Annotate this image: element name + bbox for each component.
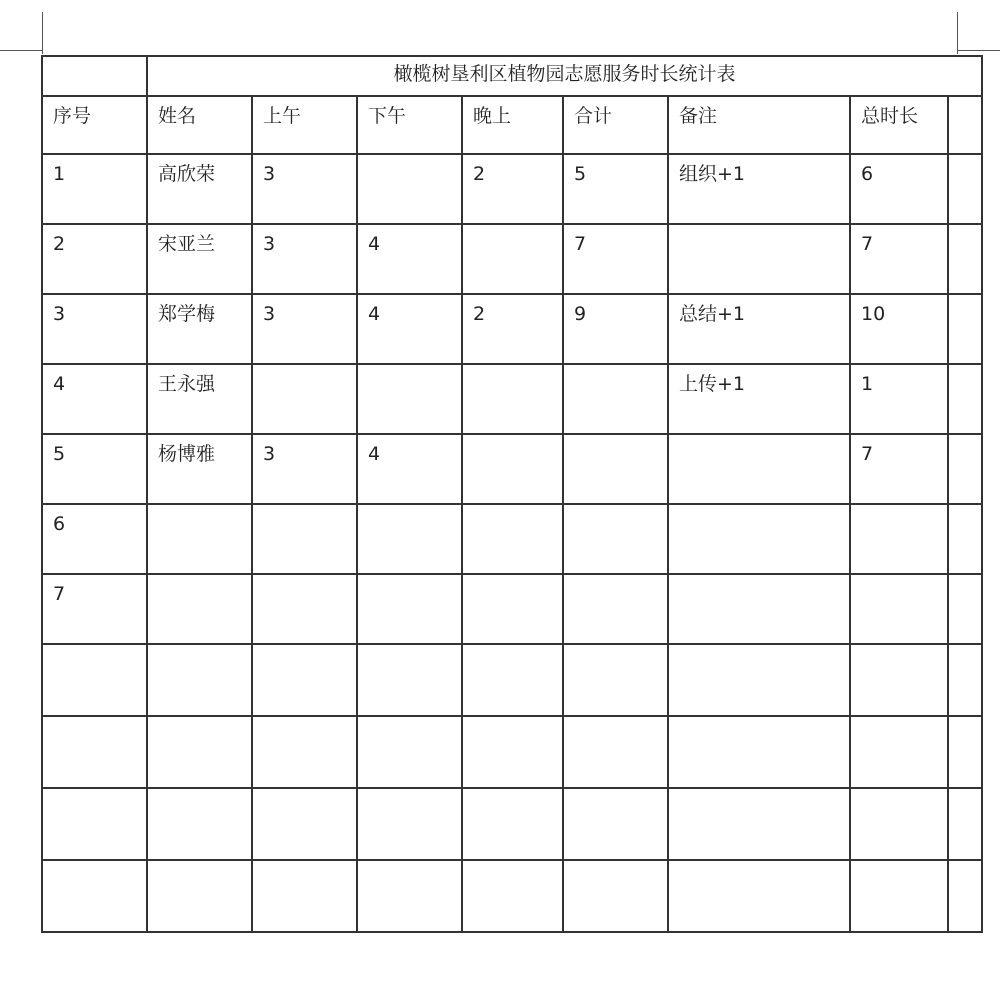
table-cell[interactable] xyxy=(948,364,982,434)
table-cell[interactable] xyxy=(948,434,982,504)
cell-note[interactable]: 上传+1 xyxy=(668,364,850,434)
cell-morning[interactable]: 3 xyxy=(252,224,357,294)
table-cell[interactable] xyxy=(563,716,668,788)
cell-total-hours[interactable] xyxy=(850,574,948,644)
table-cell[interactable] xyxy=(462,644,563,716)
table-row xyxy=(42,224,982,294)
table-cell[interactable] xyxy=(948,574,982,644)
cell-total-hours[interactable]: 6 xyxy=(850,154,948,224)
cell-index[interactable]: 5 xyxy=(42,434,147,504)
table-cell[interactable] xyxy=(147,644,252,716)
cell-subtotal[interactable] xyxy=(563,504,668,574)
table-cell[interactable] xyxy=(948,716,982,788)
cell-note[interactable] xyxy=(668,504,850,574)
table-row xyxy=(42,788,982,860)
table-cell[interactable] xyxy=(563,788,668,860)
cell-afternoon[interactable]: 4 xyxy=(357,434,462,504)
table-cell[interactable] xyxy=(563,860,668,932)
crop-mark-top-left-horizontal xyxy=(0,50,42,51)
cell-evening[interactable] xyxy=(462,364,563,434)
cell-morning[interactable] xyxy=(252,574,357,644)
table-cell[interactable] xyxy=(147,788,252,860)
table-cell[interactable] xyxy=(462,788,563,860)
cell-total-hours[interactable]: 1 xyxy=(850,364,948,434)
cell-morning[interactable]: 3 xyxy=(252,154,357,224)
table-cell[interactable] xyxy=(42,644,147,716)
table-cell[interactable] xyxy=(850,860,948,932)
table-cell[interactable] xyxy=(850,716,948,788)
table-cell[interactable] xyxy=(42,788,147,860)
table-row xyxy=(42,644,982,716)
column-header-name[interactable]: 姓名 xyxy=(147,96,252,154)
table-cell[interactable] xyxy=(462,860,563,932)
table-cell[interactable] xyxy=(668,644,850,716)
cell-name[interactable]: 王永强 xyxy=(147,364,252,434)
table-cell[interactable] xyxy=(668,788,850,860)
column-header-note[interactable]: 备注 xyxy=(668,96,850,154)
table-row xyxy=(42,860,982,932)
cell-afternoon[interactable]: 4 xyxy=(357,294,462,364)
column-header-afternoon[interactable]: 下午 xyxy=(357,96,462,154)
cell-subtotal[interactable] xyxy=(563,364,668,434)
crop-mark-top-right-horizontal xyxy=(958,50,1000,51)
cell-subtotal[interactable] xyxy=(563,574,668,644)
cell-name[interactable]: 郑学梅 xyxy=(147,294,252,364)
volunteer-hours-table xyxy=(41,55,983,933)
crop-mark-top-right-vertical xyxy=(957,12,958,54)
cell-evening[interactable]: 2 xyxy=(462,294,563,364)
column-header-total-hours[interactable]: 总时长 xyxy=(850,96,948,154)
cell-name[interactable]: 宋亚兰 xyxy=(147,224,252,294)
cell-note[interactable] xyxy=(668,434,850,504)
column-header-index[interactable]: 序号 xyxy=(42,96,147,154)
table-cell[interactable] xyxy=(948,96,982,154)
table-cell[interactable] xyxy=(668,716,850,788)
table-cell[interactable] xyxy=(42,56,147,96)
cell-afternoon[interactable] xyxy=(357,364,462,434)
cell-total-hours[interactable]: 7 xyxy=(850,224,948,294)
cell-total-hours[interactable]: 7 xyxy=(850,434,948,504)
crop-mark-top-left-vertical xyxy=(42,12,43,54)
table-cell[interactable] xyxy=(948,860,982,932)
table-cell[interactable] xyxy=(850,788,948,860)
cell-morning[interactable] xyxy=(252,504,357,574)
table-row xyxy=(42,434,982,504)
cell-index[interactable]: 6 xyxy=(42,504,147,574)
table-cell[interactable] xyxy=(357,716,462,788)
cell-evening[interactable] xyxy=(462,434,563,504)
table-title[interactable]: 橄榄树垦利区植物园志愿服务时长统计表 xyxy=(147,56,982,96)
cell-subtotal[interactable]: 5 xyxy=(563,154,668,224)
table-cell[interactable] xyxy=(252,716,357,788)
table-cell[interactable] xyxy=(850,644,948,716)
table-cell[interactable] xyxy=(357,860,462,932)
table-cell[interactable] xyxy=(948,154,982,224)
table-cell[interactable] xyxy=(948,294,982,364)
cell-evening[interactable] xyxy=(462,504,563,574)
cell-afternoon[interactable] xyxy=(357,574,462,644)
cell-index[interactable]: 1 xyxy=(42,154,147,224)
cell-index[interactable]: 4 xyxy=(42,364,147,434)
cell-evening[interactable]: 2 xyxy=(462,154,563,224)
title-row xyxy=(42,56,982,96)
cell-afternoon[interactable] xyxy=(357,154,462,224)
cell-subtotal[interactable] xyxy=(563,434,668,504)
table-cell[interactable] xyxy=(948,504,982,574)
cell-morning[interactable]: 3 xyxy=(252,434,357,504)
table-cell[interactable] xyxy=(42,716,147,788)
cell-afternoon[interactable] xyxy=(357,504,462,574)
cell-note[interactable] xyxy=(668,574,850,644)
header-row xyxy=(42,96,982,154)
table-cell[interactable] xyxy=(357,788,462,860)
cell-index[interactable]: 2 xyxy=(42,224,147,294)
table-cell[interactable] xyxy=(357,644,462,716)
cell-index[interactable]: 7 xyxy=(42,574,147,644)
cell-subtotal[interactable]: 9 xyxy=(563,294,668,364)
table-cell[interactable] xyxy=(147,860,252,932)
table-cell[interactable] xyxy=(563,644,668,716)
table-row xyxy=(42,574,982,644)
table-cell[interactable] xyxy=(42,860,147,932)
table-cell[interactable] xyxy=(147,716,252,788)
cell-subtotal[interactable]: 7 xyxy=(563,224,668,294)
cell-index[interactable]: 3 xyxy=(42,294,147,364)
cell-name[interactable]: 高欣荣 xyxy=(147,154,252,224)
cell-total-hours[interactable] xyxy=(850,504,948,574)
table-row xyxy=(42,716,982,788)
cell-note[interactable]: 总结+1 xyxy=(668,294,850,364)
cell-name[interactable]: 杨博雅 xyxy=(147,434,252,504)
cell-total-hours[interactable]: 10 xyxy=(850,294,948,364)
cell-name[interactable] xyxy=(147,574,252,644)
table-row xyxy=(42,294,982,364)
cell-morning[interactable] xyxy=(252,364,357,434)
column-header-evening[interactable]: 晚上 xyxy=(462,96,563,154)
table-cell[interactable] xyxy=(252,788,357,860)
cell-note[interactable] xyxy=(668,224,850,294)
cell-afternoon[interactable]: 4 xyxy=(357,224,462,294)
table-cell[interactable] xyxy=(252,644,357,716)
table-row xyxy=(42,504,982,574)
table-cell[interactable] xyxy=(948,788,982,860)
table-cell[interactable] xyxy=(462,716,563,788)
cell-evening[interactable] xyxy=(462,224,563,294)
cell-name[interactable] xyxy=(147,504,252,574)
table-cell[interactable] xyxy=(668,860,850,932)
table-cell[interactable] xyxy=(252,860,357,932)
cell-note[interactable]: 组织+1 xyxy=(668,154,850,224)
column-header-morning[interactable]: 上午 xyxy=(252,96,357,154)
cell-morning[interactable]: 3 xyxy=(252,294,357,364)
table-cell[interactable] xyxy=(948,644,982,716)
column-header-subtotal[interactable]: 合计 xyxy=(563,96,668,154)
table-row xyxy=(42,154,982,224)
table-row xyxy=(42,364,982,434)
cell-evening[interactable] xyxy=(462,574,563,644)
table-cell[interactable] xyxy=(948,224,982,294)
